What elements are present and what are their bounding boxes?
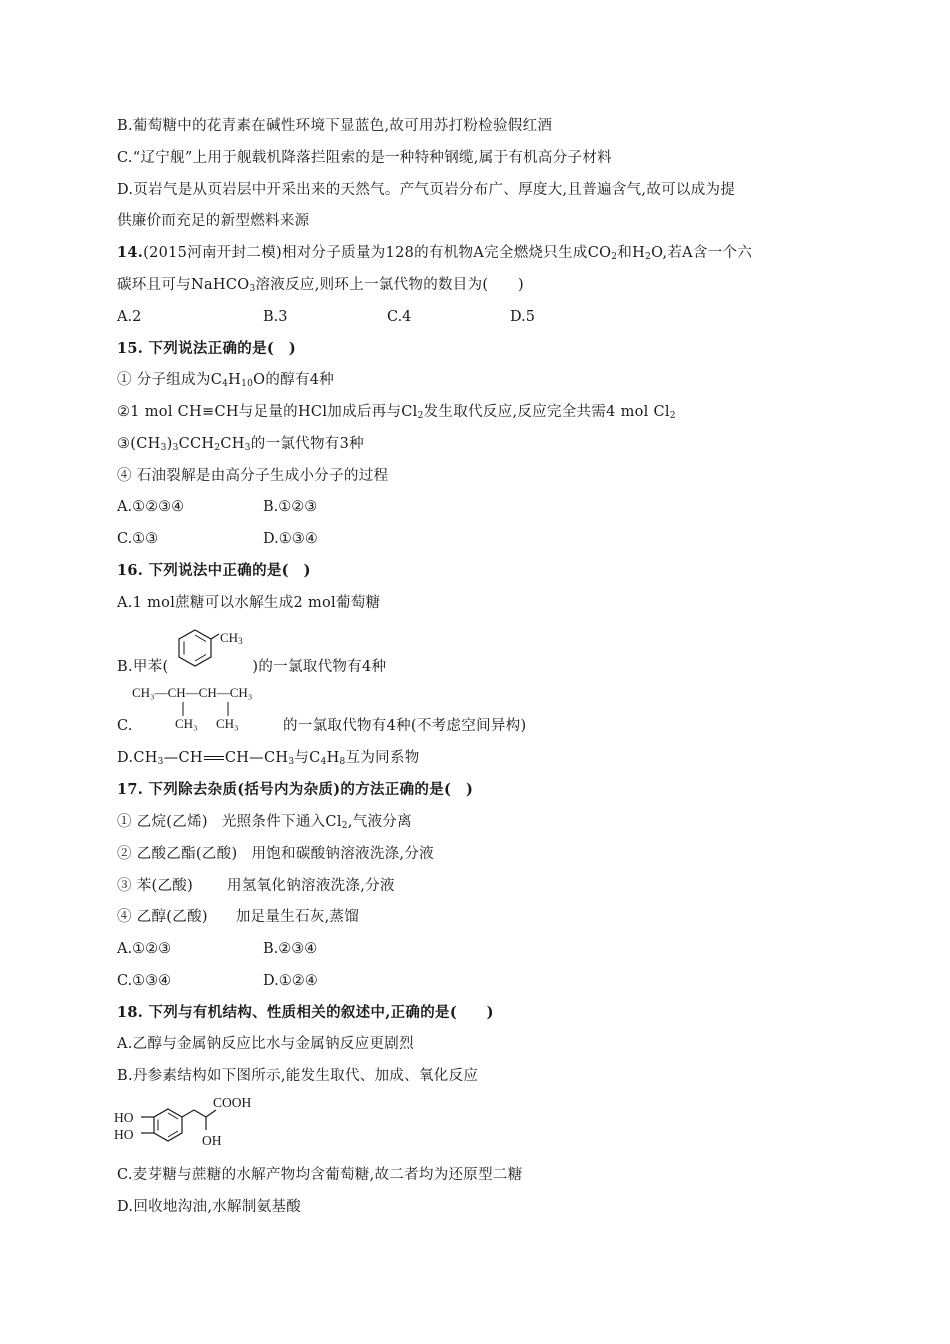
danshensu-cooh: COOH	[213, 1095, 252, 1110]
q18-option-c: C.麦芽糖与蔗糖的水解产物均含葡萄糖,故二者均为还原型二糖	[117, 1167, 523, 1183]
q17-r1-sub: 2	[341, 821, 348, 831]
q16-option-b	[117, 657, 386, 677]
q13-option-d-line1: D.页岩气是从页岩层中开采出来的天然气。产气页岩分布广、厚度大,且普遍含气,故可以成为提	[117, 182, 736, 198]
q14-stem-text-3: O,若A含一个六	[651, 245, 753, 261]
q15-s2-text-a: ②1 mol CH≡CH与足量的HCl加成后再与Cl	[117, 404, 418, 420]
q14-stem-line1	[117, 243, 752, 267]
q15-s2-text-b: 发生取代反应,反应完全共需4 mol Cl	[423, 404, 670, 420]
q17-row-3	[117, 876, 395, 896]
q16-d-text-d: 与C	[294, 750, 321, 766]
q17-r2-mixture: ② 乙酸乙酯(乙酸)	[117, 846, 238, 862]
q16-d-text-e: H	[326, 750, 340, 766]
q14-option-b: B.3	[263, 309, 288, 325]
q15-s3-text-d: CH	[220, 436, 245, 452]
q14-stem-text-2: 和H	[617, 245, 646, 261]
toluene-methyl-label	[220, 630, 243, 646]
q15-title: 15. 下列说法正确的是( )	[117, 340, 296, 357]
q17-row-4	[117, 907, 359, 927]
q17-r4-mixture: ④ 乙醇(乙酸)	[117, 909, 208, 925]
q17-option-c: C.①③④	[117, 973, 172, 989]
danshensu-ho-top: HO	[114, 1110, 134, 1125]
q15-s3-text-b: )	[166, 436, 173, 452]
q14-sub-h2o: 2	[645, 252, 652, 262]
q15-s1-text-c: O的醇有4种	[253, 372, 335, 388]
q16-d-sub-4: 8	[339, 757, 346, 767]
q14-option-a: A.2	[117, 309, 142, 325]
q14-option-c: C.4	[387, 309, 412, 325]
q15-option-a: A.①②③④	[117, 499, 185, 515]
q14-number: 14.	[117, 244, 144, 261]
q15-s3-text-e: 的一氯代物有3种	[250, 436, 364, 452]
q17-row-1	[117, 812, 412, 836]
q15-s1-text-b: H	[228, 372, 242, 388]
q18-option-b: B.丹参素结构如下图所示,能发生取代、加成、氧化反应	[117, 1068, 479, 1084]
q15-statement-3	[117, 434, 364, 458]
q15-s3-sub-2: 3	[172, 443, 179, 453]
q17-r1-method-b: ,气液分离	[347, 814, 412, 830]
dimethylbutane-main-chain: CH₃—CH—CH—CH₃	[132, 685, 253, 700]
q14-option-d: D.5	[510, 309, 535, 325]
dimethylbutane-methyl-2: CH₃	[216, 716, 239, 731]
q15-statement-2	[117, 402, 676, 426]
q15-statement-4: ④ 石油裂解是由高分子生成小分子的过程	[117, 468, 389, 484]
q16-d-text-f: 互为同系物	[345, 750, 420, 766]
q15-s1-sub-1: 4	[222, 379, 229, 389]
q18-title: 18. 下列与有机结构、性质相关的叙述中,正确的是( )	[117, 1004, 494, 1021]
q16-option-c-text: 的一氯取代物有4种(不考虑空间异构)	[283, 718, 527, 734]
q14-sub-co2: 2	[611, 252, 618, 262]
dimethylbutane-methyl-1: CH₃	[175, 716, 198, 731]
q15-s3-text-a: ③(CH	[117, 436, 161, 452]
q15-s3-sub-1: 3	[160, 443, 167, 453]
q16-d-text-a: D.CH	[117, 750, 158, 766]
q15-option-d: D.①③④	[263, 531, 318, 547]
q16-d-text-b: —CH	[163, 750, 203, 766]
danshensu-ho-bottom: HO	[114, 1127, 134, 1142]
q16-option-c-label: C.	[117, 718, 133, 734]
q15-s3-sub-3: 2	[214, 443, 221, 453]
q14-sub-nahco3: 3	[249, 284, 256, 294]
q15-s2-sub-1: 2	[417, 411, 424, 421]
q16-d-sub-2: 3	[288, 757, 295, 767]
q16-d-text-c: CH—CH	[224, 750, 289, 766]
q15-s1-text-a: ① 分子组成为C	[117, 372, 223, 388]
q13-option-d-line2: 供廉价而充足的新型燃料来源	[117, 213, 310, 229]
q17-r1-mixture: ① 乙烷(乙烯)	[117, 814, 208, 830]
q15-statement-1	[117, 370, 334, 394]
double-bond-icon	[204, 756, 224, 760]
q17-option-b: B.②③④	[263, 941, 318, 957]
q17-r4-method: 加足量生石灰,蒸馏	[235, 909, 360, 925]
toluene-ch3-sub: 3	[238, 636, 243, 646]
q17-row-2	[117, 844, 434, 864]
q14-stem-line2	[117, 275, 524, 299]
q16-option-d	[117, 748, 420, 772]
q16-b-text-post: )的一氯取代物有4种	[252, 659, 387, 675]
q16-title: 16. 下列说法中正确的是( )	[117, 562, 311, 579]
q15-s3-text-c: CCH	[178, 436, 215, 452]
q16-b-text-pre: B.甲苯(	[117, 659, 169, 675]
q16-d-sub-3: 4	[320, 757, 327, 767]
q17-title: 17. 下列除去杂质(括号内为杂质)的方法正确的是( )	[117, 781, 474, 798]
q16-d-sub-1: 3	[157, 757, 164, 767]
q15-option-c: C.①③	[117, 531, 159, 547]
danshensu-oh: OH	[202, 1133, 222, 1148]
q17-option-d: D.①②④	[263, 973, 318, 989]
q15-option-b: B.①②③	[263, 499, 318, 515]
q17-option-a: A.①②③	[117, 941, 172, 957]
q15-s1-sub-2: 10	[241, 379, 254, 389]
q14-stem-text-4: 碳环且可与NaHCO	[117, 277, 250, 293]
q16-option-a: A.1 mol蔗糖可以水解生成2 mol葡萄糖	[117, 595, 381, 611]
q14-stem-text-1: (2015河南开封二模)相对分子质量为128的有机物A完全燃烧只生成CO	[143, 245, 612, 261]
q14-stem-text-5: 溶液反应,则环上一氯代物的数目为( )	[255, 277, 524, 293]
q15-s3-sub-4: 3	[244, 443, 251, 453]
q17-r3-mixture: ③ 苯(乙酸)	[117, 878, 194, 894]
q13-option-b: B.葡萄糖中的花青素在碱性环境下显蓝色,故可用苏打粉检验假红酒	[117, 118, 553, 134]
q18-option-a: A.乙醇与金属钠反应比水与金属钠反应更剧烈	[117, 1036, 414, 1052]
toluene-ch-text: CH	[220, 630, 239, 645]
q17-r2-method: 用饱和碳酸钠溶液洗涤,分液	[251, 846, 434, 862]
q17-r1-method-a: 光照条件下通入Cl	[221, 814, 342, 830]
q17-r3-method: 用氢氧化钠溶液洗涤,分液	[227, 878, 395, 894]
q18-option-d: D.回收地沟油,水解制氨基酸	[117, 1199, 302, 1215]
q15-s2-sub-2: 2	[669, 411, 676, 421]
q13-option-c: C.“辽宁舰”上用于舰载机降落拦阻索的是一种特种钢缆,属于有机高分子材料	[117, 150, 612, 166]
